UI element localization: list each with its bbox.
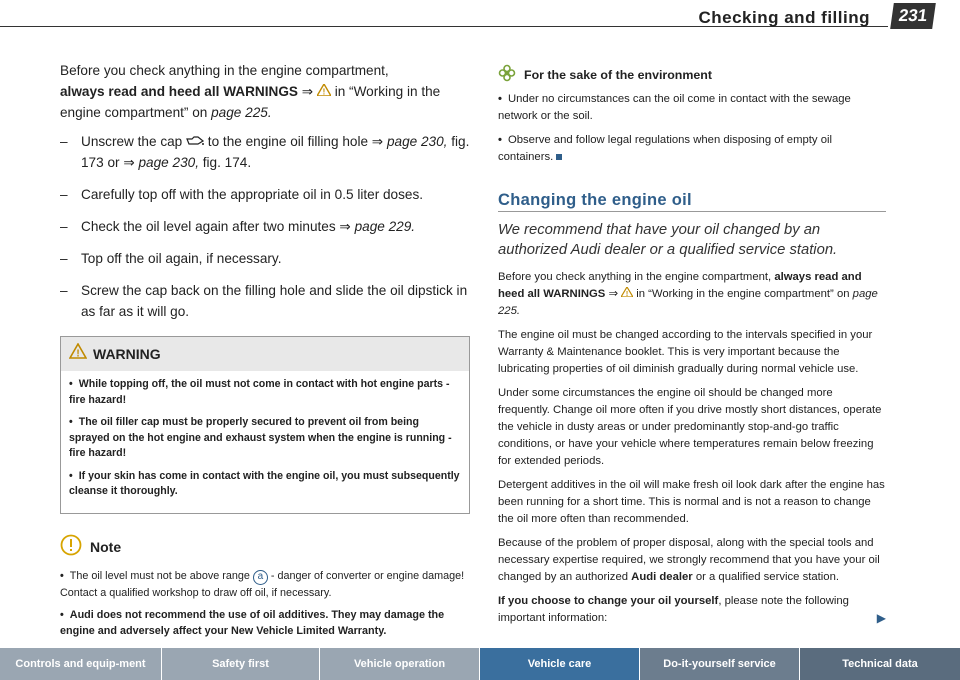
- range-a-icon: a: [253, 570, 268, 585]
- environment-item: • Under no circumstances can the oil come in contact with the sewage network or the soil.: [498, 93, 851, 122]
- svg-text:!: !: [76, 348, 80, 359]
- bullet-icon: •: [69, 378, 73, 390]
- nav-tab-controls[interactable]: Controls and equip-ment: [0, 648, 162, 680]
- nav-tab-diy-service[interactable]: Do-it-yourself service: [640, 648, 800, 680]
- oil-can-icon: [186, 131, 204, 152]
- step-item: – Top off the oil again, if necessary.: [60, 248, 470, 269]
- bullet-icon: •: [498, 134, 502, 146]
- note-item: • Audi does not recommend the use of oil additives. They may damage the engine and adversely affect your New Vehicle Limited Warranty.: [60, 608, 445, 637]
- end-square-icon: [556, 154, 562, 160]
- continue-arrow-icon: ▶: [876, 611, 886, 625]
- environment-title: For the sake of the environment: [524, 68, 712, 82]
- bullet-icon: •: [60, 608, 64, 621]
- warning-item: • If your skin has come in contact with the engine oil, you must subsequently cleanse it thoroughly.: [69, 469, 460, 497]
- step-item: – Screw the cap back on the filling hole and slide the oil dipstick in as far as it will go.: [60, 280, 470, 322]
- paragraph: Because of the problem of proper disposal, along with the special tools and necessary expertise required, we strongly recommend that you have your oil changed by an authorized Audi dealer or a qualified service station.: [498, 537, 880, 583]
- left-column: [60, 60, 470, 645]
- info-circle-icon: [60, 534, 82, 562]
- page-number: 231: [890, 3, 936, 29]
- paragraph: The engine oil must be changed according to the intervals specified in your Warranty & Maintenance booklet. This is very important because the lubricating properties of oil diminish gradually during normal vehicle use.: [498, 329, 873, 375]
- environment-item: • Observe and follow legal regulations when disposing of empty oil containers.: [498, 134, 832, 163]
- intro-paragraph: Before you check anything in the engine compartment, always read and heed all WARNINGS ⇒ ! in “Working in the engine compartment” on page 225.: [60, 63, 441, 120]
- bullet-icon: •: [60, 569, 64, 582]
- paragraph: Detergent additives in the oil will make fresh oil look dark after the engine has been running for a short time. This is normal and is not a reason to change the oil more often than recommended.: [498, 479, 885, 525]
- environment-header: [498, 64, 886, 87]
- paragraph: Under some circumstances the engine oil should be changed more frequently. Change oil more often if you drive mostly short distances, operate the vehicle in dusty areas or under predominantly stop-and-go traffic conditions, or have your vehicle where temperatures remain below freezing for extended periods.: [498, 387, 882, 467]
- warning-triangle-icon: [317, 81, 331, 102]
- right-column: [498, 64, 886, 634]
- nav-tab-vehicle-operation[interactable]: Vehicle operation: [320, 648, 480, 680]
- warning-triangle-icon: [69, 343, 87, 365]
- nav-tab-safety[interactable]: Safety first: [162, 648, 320, 680]
- section-title: Changing the engine oil: [498, 192, 886, 212]
- warning-item: • While topping off, the oil must not come in contact with hot engine parts - fire hazard!: [69, 378, 450, 406]
- note-header: [60, 534, 470, 562]
- paragraph: If you choose to change your oil yourself, please note the following important information: ▶: [498, 595, 886, 625]
- bullet-icon: •: [69, 416, 73, 428]
- svg-text:!: !: [322, 87, 326, 96]
- step-item: – Carefully top off with the appropriate oil in 0.5 liter doses.: [60, 184, 470, 205]
- flower-icon: [498, 64, 516, 87]
- svg-text:!: !: [625, 291, 629, 297]
- note-body: [60, 568, 470, 639]
- paragraph: Before you check anything in the engine compartment, always read and heed all WARNINGS ⇒ ! in “Working in the engine compartment” on page 225.: [498, 271, 878, 317]
- page-header: [0, 0, 960, 40]
- warning-box: [60, 336, 470, 514]
- section-lead: We recommend that have your oil changed by an authorized Audi dealer or a qualified service station.: [498, 222, 838, 258]
- warning-title: WARNING: [93, 345, 161, 362]
- note-item: • The oil level must not be above range a - danger of converter or engine damage! Contact a qualified workshop to draw off oil, if necessary.: [60, 569, 465, 599]
- warning-body: [61, 371, 469, 513]
- warning-header: [61, 337, 469, 371]
- step-item: – Unscrew the cap to the engine oil filling hole ⇒ page 230, fig. 173 or ⇒ page 230, fig. 174.: [60, 131, 470, 173]
- chapter-title: Checking and filling: [698, 8, 870, 27]
- nav-tab-technical-data[interactable]: Technical data: [800, 648, 960, 680]
- warning-item: • The oil filler cap must be properly secured to prevent oil from being sprayed on the hot engine and exhaust system when the engine is running - fire hazard!: [69, 416, 452, 459]
- bullet-icon: •: [498, 93, 502, 105]
- bullet-icon: •: [69, 469, 73, 482]
- nav-tab-vehicle-care[interactable]: Vehicle care: [480, 648, 640, 680]
- step-item: – Check the oil level again after two minutes ⇒ page 229.: [60, 216, 470, 237]
- chapter-nav-bar: [0, 648, 960, 680]
- note-title: Note: [90, 539, 122, 555]
- warning-triangle-icon: [621, 286, 633, 303]
